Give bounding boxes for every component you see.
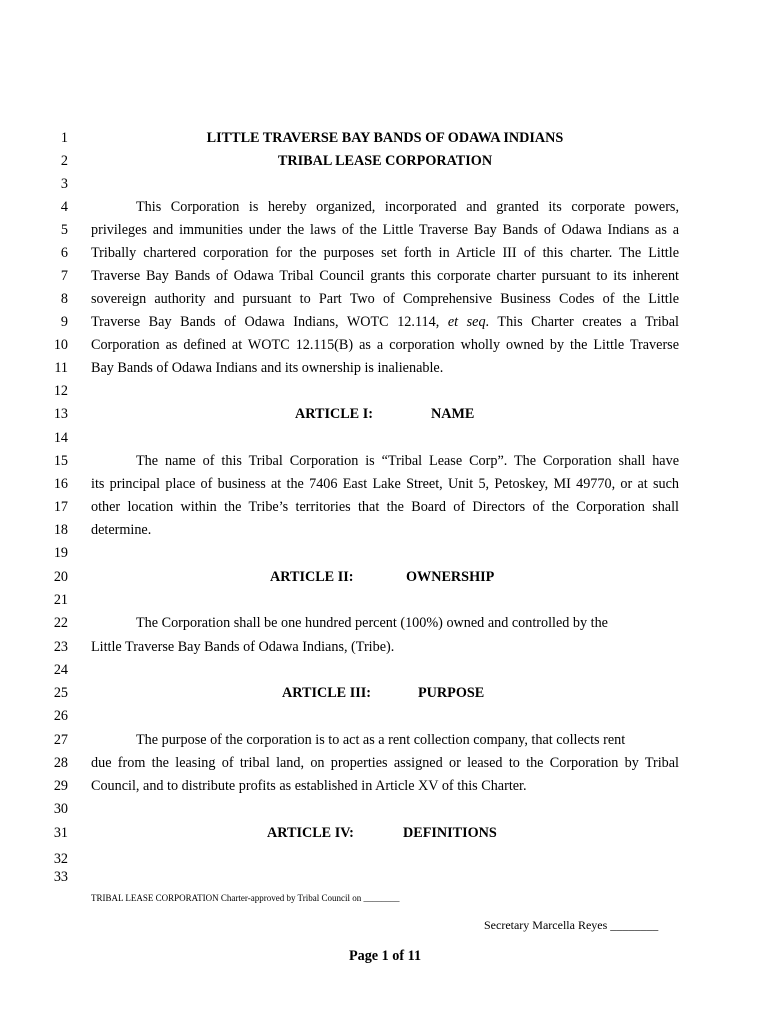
line-number: 28 (53, 755, 68, 771)
paragraph-line: its principal place of business at the 7406 East Lake Street, Unit 5, Petoskey, MI 49770, or at such (91, 476, 679, 492)
article-label: ARTICLE I: (295, 406, 373, 422)
latin-phrase: et seq (447, 314, 486, 330)
paragraph-line: Bay Bands of Odawa Indians and its ownership is inalienable. (91, 360, 444, 376)
document-subtitle: TRIBAL LEASE CORPORATION (277, 153, 493, 169)
line-number: 11 (54, 360, 68, 376)
line-number: 5 (60, 222, 68, 238)
article-label: ARTICLE II: (270, 569, 354, 585)
paragraph-line: Traverse Bay Bands of Odawa Tribal Council grants this corporate charter pursuant to its inherent (91, 268, 679, 284)
line-number: 9 (60, 314, 68, 330)
secretary-signature-line: Secretary Marcella Reyes ________ (484, 918, 659, 932)
line-number-row (0, 427, 770, 450)
article-2-row (0, 612, 770, 635)
line-number: 7 (60, 268, 68, 284)
article-1-heading (0, 403, 770, 426)
line-number: 2 (60, 153, 68, 169)
paragraph-line: The Corporation shall be one hundred percent (100%) owned and controlled by the (136, 615, 608, 631)
preamble-row (0, 242, 770, 265)
line-number: 16 (53, 476, 68, 492)
paragraph-line: Corporation as defined at WOTC 12.115(B) as a corporation wholly owned by the Little Traverse (91, 337, 679, 353)
line-number: 29 (53, 778, 68, 794)
line-number-row (0, 798, 770, 821)
article-1-row (0, 496, 770, 519)
paragraph-line: The purpose of the corporation is to act as a rent collection company, that collects rent (136, 732, 626, 748)
line-number: 21 (53, 592, 68, 608)
line-number: 25 (53, 685, 68, 701)
article-3-row (0, 752, 770, 775)
line-number: 13 (53, 406, 68, 422)
line-number: 18 (53, 522, 68, 538)
preamble-row (0, 265, 770, 288)
article-2-heading (0, 566, 770, 589)
article-1-row (0, 519, 770, 542)
line-number-row (0, 866, 770, 889)
line-number: 30 (53, 801, 68, 817)
preamble-row (0, 219, 770, 242)
line-number: 4 (60, 199, 68, 215)
line-number: 14 (53, 430, 68, 446)
line-number: 17 (53, 499, 68, 515)
article-1-row (0, 473, 770, 496)
line-number: 19 (53, 545, 68, 561)
article-2-row (0, 636, 770, 659)
paragraph-text: . This Charter creates a Tribal (485, 314, 680, 330)
article-label: ARTICLE III: (282, 685, 371, 701)
article-3-row (0, 775, 770, 798)
line-number: 8 (60, 291, 68, 307)
preamble-row (0, 334, 770, 357)
paragraph-line: This Corporation is hereby organized, incorporated and granted its corporate powers, (136, 199, 679, 215)
line-number: 12 (53, 383, 68, 399)
document-title: LITTLE TRAVERSE BAY BANDS OF ODAWA INDIANS (206, 130, 564, 146)
line-number: 31 (53, 825, 68, 841)
article-4-heading (0, 822, 770, 845)
preamble-row (0, 196, 770, 219)
line-number: 20 (53, 569, 68, 585)
footer-approval-note: TRIBAL LEASE CORPORATION Charter-approved by Tribal Council on ________ (91, 893, 400, 903)
paragraph-line: determine. (91, 522, 152, 538)
line-number-row (0, 705, 770, 728)
line-number: 24 (53, 662, 68, 678)
article-name: OWNERSHIP (406, 569, 495, 585)
line-number: 3 (60, 176, 68, 192)
paragraph-line: privileges and immunities under the laws of the Little Traverse Bay Bands of Odawa Indians as a (91, 222, 679, 238)
paragraph-line: other location within the Tribe’s territories that the Board of Directors of the Corporation shall (91, 499, 679, 515)
paragraph-line: due from the leasing of tribal land, on properties assigned or leased to the Corporation by Tribal (91, 755, 679, 771)
line-number-row (0, 659, 770, 682)
paragraph-line: sovereign authority and pursuant to Part Two of Comprehensive Business Codes of the Little (91, 291, 679, 307)
line-number: 22 (53, 615, 68, 631)
line-number: 33 (53, 869, 68, 885)
line-number: 1 (60, 130, 68, 146)
line-number: 26 (53, 708, 68, 724)
article-1-row (0, 450, 770, 473)
line-number-row (0, 173, 770, 196)
line-number: 23 (53, 639, 68, 655)
article-name: PURPOSE (418, 685, 485, 701)
title-line-1-row (0, 127, 770, 150)
paragraph-line (91, 311, 679, 334)
paragraph-line: The name of this Tribal Corporation is “Tribal Lease Corp”. The Corporation shall have (136, 453, 679, 469)
preamble-row (0, 311, 770, 334)
article-name: DEFINITIONS (403, 825, 497, 841)
page-number: Page 1 of 11 (348, 948, 422, 964)
paragraph-line: Little Traverse Bay Bands of Odawa Indians, (Tribe). (91, 639, 395, 655)
paragraph-text: Traverse Bay Bands of Odawa Indians, WOTC 12.114, (91, 314, 440, 330)
article-label: ARTICLE IV: (267, 825, 354, 841)
line-number-row (0, 380, 770, 403)
line-number-row (0, 542, 770, 565)
line-number: 15 (53, 453, 68, 469)
article-3-heading (0, 682, 770, 705)
line-number-row (0, 589, 770, 612)
line-number: 27 (53, 732, 68, 748)
paragraph-line: Council, and to distribute profits as established in Article XV of this Charter. (91, 778, 527, 794)
preamble-row (0, 288, 770, 311)
article-name: NAME (431, 406, 475, 422)
line-number: 10 (53, 337, 68, 353)
line-number: 32 (53, 851, 68, 867)
article-3-row (0, 729, 770, 752)
preamble-row (0, 357, 770, 380)
title-line-2-row (0, 150, 770, 173)
line-number: 6 (60, 245, 68, 261)
paragraph-line: Tribally chartered corporation for the purposes set forth in Article III of this charter. The Little (91, 245, 679, 261)
